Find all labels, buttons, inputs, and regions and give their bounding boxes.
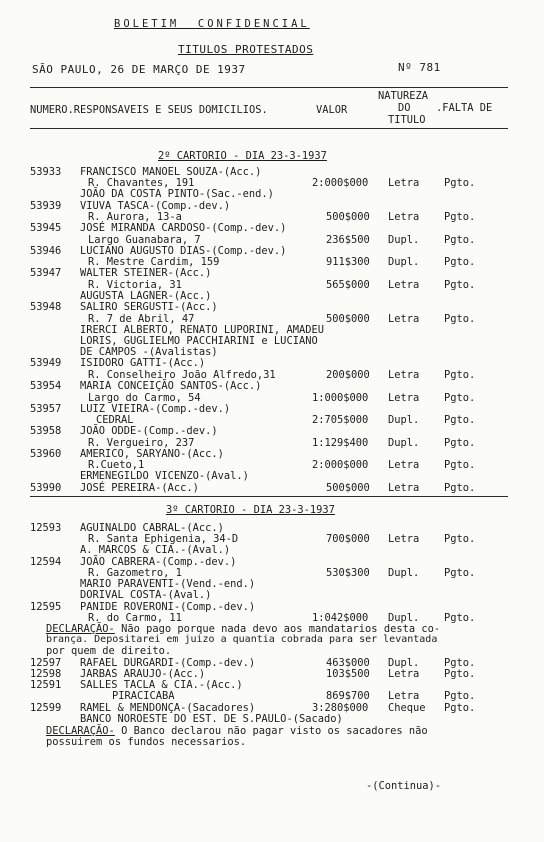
header-rule-top bbox=[30, 87, 508, 88]
declaration-line: O Banco declarou não pagar visto os sacadores não bbox=[114, 725, 428, 737]
entry-lack: Pgto. bbox=[444, 437, 476, 449]
entry-number: 53947 bbox=[30, 267, 62, 279]
col-falta-de: .FALTA DE bbox=[436, 102, 493, 114]
entry-party: JOÃO DA COSTA PINTO-(Sac.-end.) bbox=[80, 188, 274, 200]
section-title: TITULOS PROTESTADOS bbox=[178, 43, 314, 56]
entry-lack: Pgto. bbox=[444, 369, 476, 381]
entry-name: AGUINALDO CABRAL-(Acc.) bbox=[80, 522, 224, 534]
entry-number: 53948 bbox=[30, 301, 62, 313]
entry-nature: Letra bbox=[388, 459, 420, 471]
entry-lack: Pgto. bbox=[444, 690, 476, 702]
section-heading: 3º CARTORIO - DIA 23-3-1937 bbox=[166, 504, 335, 516]
entry-address: R. Gazometro, 1 bbox=[88, 567, 182, 579]
entry-lack: Pgto. bbox=[444, 256, 476, 268]
entry-name: AMERICO, SARYANO-(Acc.) bbox=[80, 448, 224, 460]
col-valor: VALOR bbox=[316, 104, 348, 116]
entry-address: PIRACICABA bbox=[112, 690, 175, 702]
entry-nature: Dupl. bbox=[388, 256, 420, 268]
entry-lack: Pgto. bbox=[444, 313, 476, 325]
entry-name: RAMEL & MENDONÇA-(Sacadores) bbox=[80, 702, 256, 714]
entry-nature: Cheque bbox=[388, 702, 426, 714]
entry-value: 500$000 bbox=[326, 482, 370, 494]
entry-lack: Pgto. bbox=[444, 482, 476, 494]
entry-name: JOÃO CABRERA-(Comp.-dev.) bbox=[80, 556, 237, 568]
entry-nature: Dupl. bbox=[388, 437, 420, 449]
entry-nature: Letra bbox=[388, 369, 420, 381]
entry-number: 53945 bbox=[30, 222, 62, 234]
entry-number: 53949 bbox=[30, 357, 62, 369]
entry-name: JOSÉ MIRANDA CARDOSO-(Comp.-dev.) bbox=[80, 222, 287, 234]
entry-value: 103$500 bbox=[326, 668, 370, 680]
entry-address: R. 7 de Abril, 47 bbox=[88, 313, 195, 325]
entry-party: IRERCI ALBERTO, RENATO LUPORINI, AMADEU bbox=[80, 324, 324, 336]
entry-party: BANCO NOROESTE DO EST. DE S.PAULO-(Sacado) bbox=[80, 713, 343, 725]
entry-address: R. Victoria, 31 bbox=[88, 279, 182, 291]
entry-address: R. Aurora, 13-a bbox=[88, 211, 182, 223]
entry-nature: Letra bbox=[388, 313, 420, 325]
entry-value: 2:000$000 bbox=[312, 459, 369, 471]
entry-nature: Dupl. bbox=[388, 414, 420, 426]
entry-value: 530$300 bbox=[326, 567, 370, 579]
entry-number: 12597 bbox=[30, 657, 62, 669]
entry-nature: Letra bbox=[388, 211, 420, 223]
col-natureza-3: TITULO bbox=[388, 114, 426, 126]
entry-number: 53960 bbox=[30, 448, 62, 460]
entry-lack: Pgto. bbox=[444, 414, 476, 426]
entry-number: 53957 bbox=[30, 403, 62, 415]
entry-party: LORIS, GUGLIELMO PACCHIARINI e LUCIANO bbox=[80, 335, 318, 347]
entry-nature: Dupl. bbox=[388, 234, 420, 246]
entry-address: R. Vergueiro, 237 bbox=[88, 437, 195, 449]
bulletin-number: Nº 781 bbox=[398, 61, 441, 74]
entry-number: 12594 bbox=[30, 556, 62, 568]
entry-value: 869$700 bbox=[326, 690, 370, 702]
entry-nature: Letra bbox=[388, 279, 420, 291]
entry-lack: Pgto. bbox=[444, 567, 476, 579]
entry-nature: Dupl. bbox=[388, 567, 420, 579]
entry-name: LUCIANO AUGUSTO DIAS-(Comp.-dev.) bbox=[80, 245, 287, 257]
entry-party: AUGUSTA LAGNER-(Acc.) bbox=[80, 290, 212, 302]
entry-address: R. Chavantes, 191 bbox=[88, 177, 195, 189]
entry-name: WALTER STEINER-(Acc.) bbox=[80, 267, 212, 279]
entry-party: A. MARCOS & CIA.-(Aval.) bbox=[80, 544, 231, 556]
entry-name: LUIZ VIEIRA-(Comp.-dev.) bbox=[80, 403, 231, 415]
declaration-label: DECLARAÇÃO- bbox=[46, 725, 115, 737]
section-heading: 2º CARTORIO - DIA 23-3-1937 bbox=[158, 150, 327, 162]
entry-nature: Letra bbox=[388, 177, 420, 189]
entry-number: 53946 bbox=[30, 245, 62, 257]
col-natureza-1: NATUREZA bbox=[378, 90, 429, 102]
entry-lack: Pgto. bbox=[444, 459, 476, 471]
col-numero-responsaveis: NUMERO.RESPONSAVEIS E SEUS DOMICILIOS. bbox=[30, 104, 268, 116]
continues-note: -(Continua)- bbox=[366, 780, 442, 792]
entry-nature: Letra bbox=[388, 533, 420, 545]
declaration-line: por quem de direito. bbox=[46, 645, 172, 657]
entry-name: JARBAS ARAUJO-(Acc.) bbox=[80, 668, 206, 680]
entry-nature: Letra bbox=[388, 482, 420, 494]
entry-number: 12595 bbox=[30, 601, 62, 613]
entry-lack: Pgto. bbox=[444, 657, 476, 669]
entry-lack: Pgto. bbox=[444, 279, 476, 291]
entry-lack: Pgto. bbox=[444, 177, 476, 189]
entry-value: 3:280$000 bbox=[312, 702, 369, 714]
entry-address: Largo do Carmo, 54 bbox=[88, 392, 201, 404]
entry-number: 53954 bbox=[30, 380, 62, 392]
entry-party: DORIVAL COSTA-(Aval.) bbox=[80, 589, 212, 601]
entry-nature: Letra bbox=[388, 392, 420, 404]
entry-value: 565$000 bbox=[326, 279, 370, 291]
entry-value: 1:000$000 bbox=[312, 392, 369, 404]
entry-number: 12598 bbox=[30, 668, 62, 680]
entry-name: PANIDE ROVERONI-(Comp.-dev.) bbox=[80, 601, 256, 613]
entry-address: R. do Carmo, 11 bbox=[88, 612, 182, 624]
entry-value: 700$000 bbox=[326, 533, 370, 545]
entry-number: 53958 bbox=[30, 425, 62, 437]
entry-value: 236$500 bbox=[326, 234, 370, 246]
declaration-line: brança. Depositarei em juizo a quantia cobrada para ser levantada bbox=[46, 634, 438, 645]
entry-lack: Pgto. bbox=[444, 211, 476, 223]
declaration-label: DECLARAÇÃO- bbox=[46, 623, 115, 635]
entry-address: CEDRAL bbox=[96, 414, 134, 426]
entry-number: 12591 bbox=[30, 679, 62, 691]
entry-nature: Letra bbox=[388, 690, 420, 702]
entry-address: R. Santa Ephigenia, 34-D bbox=[88, 533, 239, 545]
entry-name: JOSÉ PEREIRA-(Acc.) bbox=[80, 482, 199, 494]
entry-nature: Dupl. bbox=[388, 612, 420, 624]
entry-nature: Dupl. bbox=[388, 657, 420, 669]
entry-name: SALLES TACLA & CIA.-(Acc.) bbox=[80, 679, 243, 691]
entry-party: MARIO PARAVENTI-(Vend.-end.) bbox=[80, 578, 256, 590]
entry-name: ISIDORO GATTI-(Acc.) bbox=[80, 357, 206, 369]
entry-value: 500$000 bbox=[326, 211, 370, 223]
entry-value: 463$000 bbox=[326, 657, 370, 669]
header-rule-bottom bbox=[30, 128, 508, 129]
entry-party: ERMENEGILDO VICENZO-(Aval.) bbox=[80, 470, 249, 482]
entry-lack: Pgto. bbox=[444, 702, 476, 714]
entry-name: MARIA CONCEIÇÃO SANTOS-(Acc.) bbox=[80, 380, 262, 392]
entry-name: JOÃO ODDE-(Comp.-dev.) bbox=[80, 425, 218, 437]
declaration-line: possuirem os fundos necessarios. bbox=[46, 736, 247, 748]
entry-lack: Pgto. bbox=[444, 668, 476, 680]
entry-name: RAFAEL DURGARDI-(Comp.-dev.) bbox=[80, 657, 256, 669]
entry-lack: Pgto. bbox=[444, 612, 476, 624]
declaration-line: Não pago porque nada devo aos mandatarios desta co- bbox=[114, 623, 441, 635]
bulletin-title: BOLETIM CONFIDENCIAL bbox=[114, 18, 310, 30]
entry-nature: Letra bbox=[388, 668, 420, 680]
entry-address: Largo Guanabara, 7 bbox=[88, 234, 201, 246]
section-rule bbox=[30, 496, 508, 497]
entry-lack: Pgto. bbox=[444, 234, 476, 246]
entry-number: 53990 bbox=[30, 482, 62, 494]
entry-party: DE CAMPOS -(Avalistas) bbox=[80, 346, 218, 358]
col-natureza-2: DO bbox=[398, 102, 411, 114]
entry-lack: Pgto. bbox=[444, 533, 476, 545]
entry-address: R. Mestre Cardim, 159 bbox=[88, 256, 220, 268]
entry-number: 12593 bbox=[30, 522, 62, 534]
entry-name: VIUVA TASCA-(Comp.-dev.) bbox=[80, 200, 231, 212]
entry-number: 53939 bbox=[30, 200, 62, 212]
entry-value: 200$000 bbox=[326, 369, 370, 381]
entry-value: 911$300 bbox=[326, 256, 370, 268]
entry-number: 12599 bbox=[30, 702, 62, 714]
entry-value: 1:129$400 bbox=[312, 437, 369, 449]
entry-value: 1:042$000 bbox=[312, 612, 369, 624]
entry-name: FRANCISCO MANOEL SOUZA-(Acc.) bbox=[80, 166, 262, 178]
entry-value: 500$000 bbox=[326, 313, 370, 325]
entry-number: 53933 bbox=[30, 166, 62, 178]
entry-address: R.Cueto,1 bbox=[88, 459, 145, 471]
entry-name: SALIRO SERGUSTI-(Acc.) bbox=[80, 301, 218, 313]
entry-value: 2:000$000 bbox=[312, 177, 369, 189]
entry-value: 2:705$000 bbox=[312, 414, 369, 426]
entry-lack: Pgto. bbox=[444, 392, 476, 404]
place-date: SÃO PAULO, 26 DE MARÇO DE 1937 bbox=[32, 63, 246, 76]
entry-address: R. Conselheiro João Alfredo,31 bbox=[88, 369, 276, 381]
